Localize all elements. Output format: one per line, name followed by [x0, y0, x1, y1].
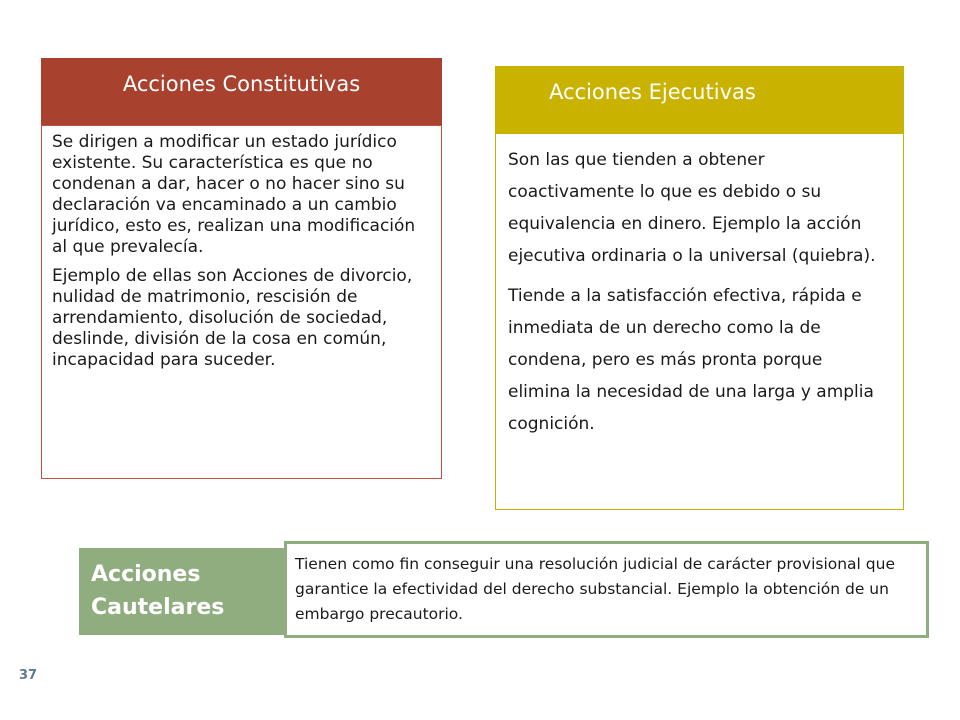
constitutivas-header — [41, 58, 442, 125]
cautelares-title-line-1: Acciones — [91, 562, 201, 587]
ejecutivas-content-box — [495, 133, 904, 510]
page-number: 37 — [19, 668, 38, 683]
cautelares-label — [79, 548, 299, 635]
constitutivas-title: Acciones Constitutivas — [122, 72, 361, 96]
constitutivas-content-box — [41, 125, 442, 479]
cautelares-content-box — [284, 541, 929, 638]
ejecutivas-paragraph-1: Son las que tienden a obtener coactivamente lo que es debido o su equivalencia en dinero. Ejemplo la acción ejecutiva ordinaria o la universal (quiebra). — [508, 150, 876, 266]
cautelares-text: Tienen como fin conseguir una resolución judicial de carácter provisional que garantice la efectividad del derecho substancial. Ejemplo la obtención de un embargo precautorio. — [295, 555, 895, 623]
ejecutivas-paragraph-2: Tiende a la satisfacción efectiva, rápida e inmediata de un derecho como la de condena, pero es más pronta porque elimina la necesidad de una larga y amplia cognición. — [508, 286, 874, 434]
cautelares-title-line-2: Cautelares — [91, 595, 225, 620]
ejecutivas-title: Acciones Ejecutivas — [549, 80, 756, 104]
ejecutivas-header — [495, 66, 904, 133]
constitutivas-paragraph-1: Se dirigen a modificar un estado jurídico existente. Su característica es que no condenan a dar, hacer o no hacer sino su declaración va encaminado a un cambio jurídico, esto es, realizan una modificación al que prevalecía. — [52, 132, 416, 257]
constitutivas-paragraph-2: Ejemplo de ellas son Acciones de divorcio, nulidad de matrimonio, rescisión de arrendamiento, disolución de sociedad, deslinde, división de la cosa en común, incapacidad para suceder. — [52, 266, 413, 370]
